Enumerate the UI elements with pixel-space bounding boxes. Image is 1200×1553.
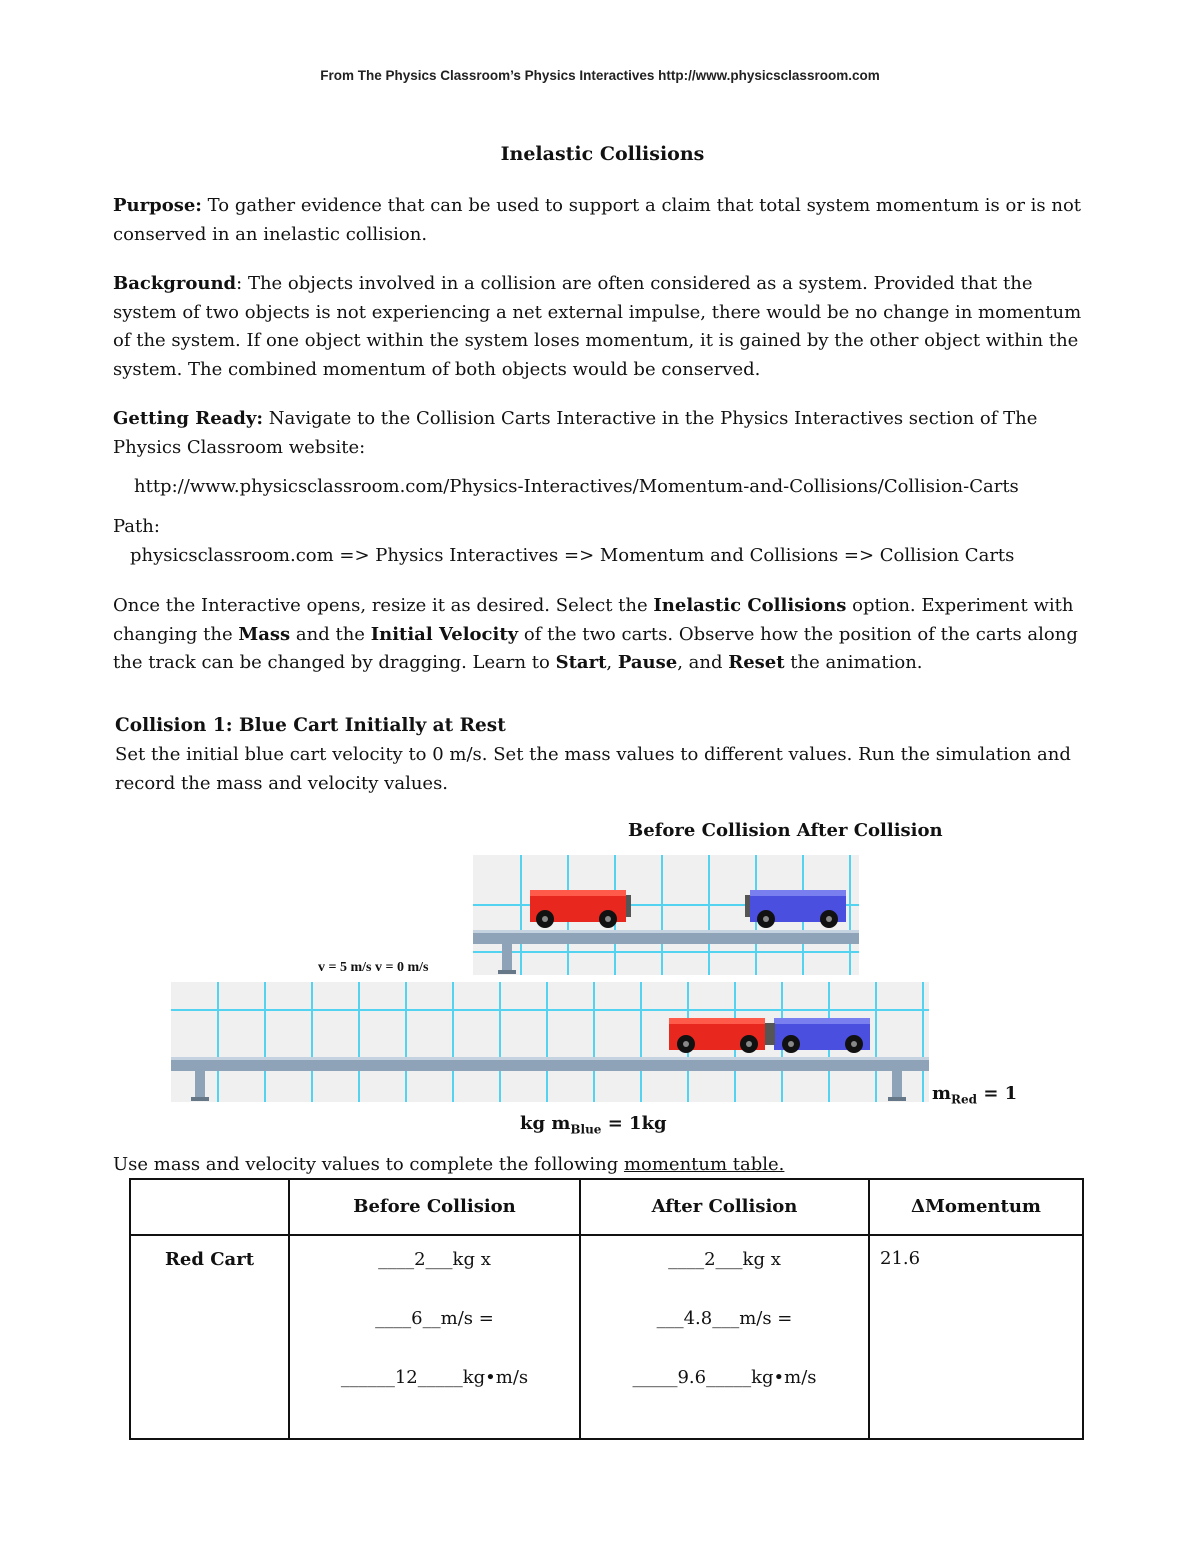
purpose-text: To gather evidence that can be used to support a claim that total system momentum is or is not conserved in an inelastic collision. [113,195,1082,245]
table-intro: Use mass and velocity values to complete the following momentum table. [113,1154,785,1175]
table-row [130,1235,1083,1439]
row-label-red-cart: Red Cart [130,1235,289,1439]
after-mass: ____2___kg x [668,1249,781,1270]
after-collision-cell[interactable] [580,1235,869,1439]
before-momentum: ______12_____kg•m/s [340,1367,529,1388]
before-mass: ____2___kg x [378,1249,491,1270]
velocity-label: v = 5 m/s v = 0 m/s [318,960,429,975]
getting-ready-label: Getting Ready: [113,408,263,429]
momentum-table [129,1178,1084,1440]
before-collision-cell[interactable] [289,1235,580,1439]
instr-bold: Reset [728,652,785,673]
background-label: Background [113,273,237,294]
getting-ready-paragraph [113,405,1088,462]
blue-mass-label: kg $m_{Blue} = 1kg$ [520,1113,667,1137]
table-header-cell: Before Collision [289,1179,580,1235]
instr-text: and the [290,623,371,645]
getting-ready-text: Navigate to the Collision Carts Interactive in the Physics Interactives section of The Physics Classroom website: [113,408,1038,458]
red-mass-label: $m_{Red} = 1$ [932,1083,1018,1107]
page-title: Inelastic Collisions [500,143,705,165]
figure-caption: Before Collision After Collision [628,820,943,841]
instr-bold: Start [555,652,607,673]
delta-momentum-cell[interactable]: 21.6 [869,1235,1083,1439]
collision1-title: Collision 1: Blue Cart Initially at Rest [115,715,506,736]
path-label: Path: [113,516,160,537]
collision1-text: Set the initial blue cart velocity to 0 m/s. Set the mass values to different values. Run the simulation and record the mass and velocity values. [115,744,1071,794]
instr-text: Once the Interactive opens, resize it as desired. Select the [113,595,654,616]
table-header-cell: ΔMomentum [869,1179,1083,1235]
instr-text: option. Experiment with changing the [113,595,1074,645]
before-collision-image [473,855,859,975]
page-header: From The Physics Classroom’s Physics Interactives http://www.physicsclassroom.com [320,68,880,83]
after-momentum: _____9.6_____kg•m/s [632,1367,817,1388]
table-header-row [130,1179,1083,1235]
instr-bold: Inelastic Collisions [653,595,847,616]
table-header-cell: After Collision [580,1179,869,1235]
after-velocity: ___4.8___m/s = [656,1308,793,1329]
instr-bold: Mass [238,623,291,645]
instr-bold: Initial Velocity [370,623,519,645]
background-text: : The objects involved in a collision are often considered as a system. Provided that the system of two objects is not experiencing a net external impulse, there would be no change in momentum of the system. If one object within the system loses momentum, it is gained by the other object within the system. The combined momentum of both objects would be conserved. [113,273,1082,380]
instr-text: the animation. [784,652,923,673]
instr-text: , [606,652,618,673]
instr-bold: Pause [617,652,678,673]
purpose-label: Purpose: [113,195,202,216]
background-paragraph [113,270,1088,384]
purpose-paragraph [113,192,1088,249]
instr-text: of the two carts. Observe how the position of the carts along the track can be changed by dragging. Learn to [113,623,1078,673]
table-header-cell [130,1179,289,1235]
before-velocity: ____6__m/s = [375,1308,494,1329]
instructions-paragraph [113,592,1088,678]
interactive-url[interactable]: http://www.physicsclassroom.com/Physics-Interactives/Momentum-and-Collisions/Collision-Carts [134,476,1019,497]
after-collision-image [171,982,929,1102]
instr-text: , and [677,652,729,673]
navigation-path: physicsclassroom.com => Physics Interactives => Momentum and Collisions => Collision Carts [130,545,1015,566]
